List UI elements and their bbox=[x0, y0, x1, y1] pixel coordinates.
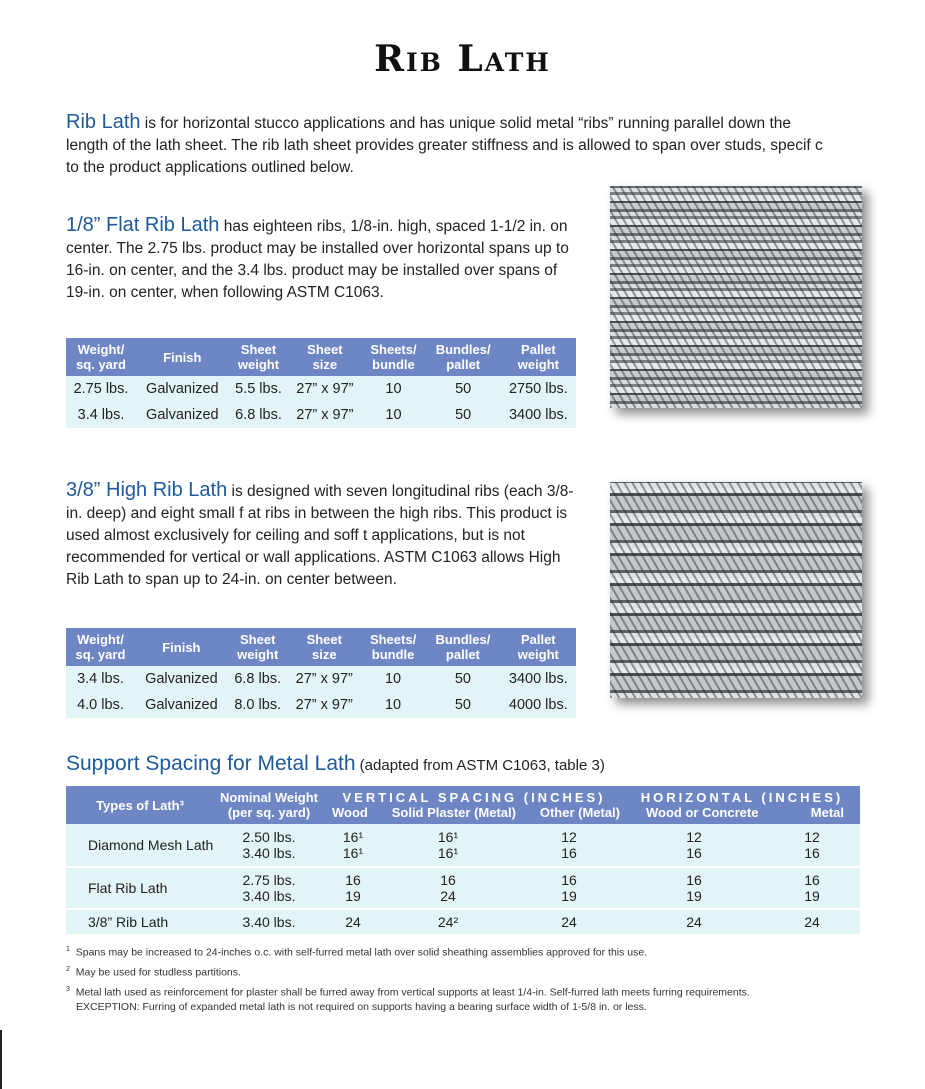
intro-paragraph bbox=[66, 111, 826, 179]
lath-type-cell: 3/8” Rib Lath bbox=[66, 909, 214, 934]
col-header-type: Types of Lath³ bbox=[66, 786, 214, 824]
table-cell: 3.4 lbs. bbox=[66, 666, 135, 692]
high-rib-lead: 3/8” High Rib Lath bbox=[66, 479, 228, 501]
lath-type-cell: Diamond Mesh Lath bbox=[66, 824, 214, 867]
table-cell: 27” x 97” bbox=[288, 666, 361, 692]
table-cell: 6.8 lbs. bbox=[229, 402, 289, 428]
high-rib-paragraph bbox=[66, 479, 581, 591]
footnote-2: $^2$ May be used for studless partitions. bbox=[66, 966, 241, 979]
table-cell: 24² bbox=[382, 909, 514, 934]
table-cell: 24 bbox=[514, 909, 624, 934]
table-cell: 50 bbox=[426, 376, 501, 402]
table-cell: 27” x 97” bbox=[288, 376, 361, 402]
high-rib-lath-image bbox=[610, 482, 862, 698]
table-row bbox=[66, 692, 576, 718]
table-cell: 24 bbox=[624, 909, 764, 934]
table-cell: 24 bbox=[324, 909, 382, 934]
table-cell: 16 19 bbox=[324, 867, 382, 909]
table-cell: 16 19 bbox=[514, 867, 624, 909]
col-header: Bundles/ pallet bbox=[426, 338, 501, 376]
flat-rib-lath-image bbox=[610, 186, 862, 408]
table-header-row bbox=[66, 338, 576, 376]
support-subheading-text: (adapted from ASTM C1063, table 3) bbox=[355, 757, 605, 774]
table-cell: 12 16 bbox=[624, 824, 764, 867]
table-row bbox=[66, 867, 860, 909]
table-cell: 10 bbox=[361, 402, 425, 428]
col-header: Weight/ sq. yard bbox=[66, 628, 135, 666]
table-cell: 3400 lbs. bbox=[501, 402, 576, 428]
table-cell: 16¹ 16¹ bbox=[324, 824, 382, 867]
footnote-1: $^1$ Spans may be increased to 24-inches o.c. with self-furred metal lath over solid sheathing assemblies approved for this use. bbox=[66, 946, 648, 959]
support-heading-text: Support Spacing for Metal Lath bbox=[66, 752, 356, 775]
col-header: Sheet size bbox=[288, 628, 361, 666]
table-row bbox=[66, 824, 860, 867]
table-header-row bbox=[66, 628, 576, 666]
table-cell: 4000 lbs. bbox=[501, 692, 576, 718]
col-header: Sheets/ bundle bbox=[361, 628, 425, 666]
col-header: Sheet weight bbox=[228, 628, 288, 666]
table-cell: 12 16 bbox=[514, 824, 624, 867]
support-spacing-table bbox=[66, 786, 860, 934]
col-header: Sheet size bbox=[288, 338, 361, 376]
left-margin-rule bbox=[0, 1030, 2, 1089]
table-cell: 50 bbox=[425, 692, 500, 718]
col-header: Sheet weight bbox=[229, 338, 289, 376]
col-header: Pallet weight bbox=[501, 338, 576, 376]
table-cell: 16¹ 16¹ bbox=[382, 824, 514, 867]
table-cell: 10 bbox=[361, 376, 425, 402]
col-header: Finish bbox=[135, 628, 228, 666]
table-cell: 2.50 lbs. 3.40 lbs. bbox=[214, 824, 324, 867]
table-row bbox=[66, 376, 576, 402]
table-cell: 4.0 lbs. bbox=[66, 692, 135, 718]
support-spacing-heading bbox=[66, 752, 605, 776]
table-cell: 10 bbox=[361, 692, 425, 718]
col-header-weight: Nominal Weight (per sq. yard) bbox=[214, 786, 324, 824]
table-cell: Galvanized bbox=[135, 692, 228, 718]
high-rib-text: is designed with seven longitudinal ribs (each 3/8-in. deep) and eight small f at ribs in between the high ribs. This product is used almost exclusively for ceiling and soff t applications, but is not recommended for vertical or wall applications. ASTM C1063 allows High Rib Lath to span up to 24-in. on center between. bbox=[66, 483, 574, 588]
col-header: Weight/ sq. yard bbox=[66, 338, 136, 376]
table-cell: 16 24 bbox=[382, 867, 514, 909]
table-cell: 50 bbox=[425, 666, 500, 692]
flat-rib-lead: 1/8” Flat Rib Lath bbox=[66, 214, 220, 236]
table-cell: 2750 lbs. bbox=[501, 376, 576, 402]
table-cell: 24 bbox=[764, 909, 860, 934]
lath-type-cell: Flat Rib Lath bbox=[66, 867, 214, 909]
table-cell: 10 bbox=[361, 666, 425, 692]
table-cell: 2.75 lbs. bbox=[66, 376, 136, 402]
col-header-vertical: VERTICAL SPACING (INCHES) Wood Solid Plaster (Metal) Other (Metal) bbox=[324, 786, 624, 824]
table-cell: 8.0 lbs. bbox=[228, 692, 288, 718]
table-cell: 6.8 lbs. bbox=[228, 666, 288, 692]
flat-rib-paragraph bbox=[66, 214, 581, 304]
table-row bbox=[66, 402, 576, 428]
table-cell: 3.4 lbs. bbox=[66, 402, 136, 428]
table-header-row bbox=[66, 786, 860, 824]
intro-text: is for horizontal stucco applications and has unique solid metal “ribs” running parallel down the length of the lath sheet. The rib lath sheet provides greater stiffness and is allowed to span over studs, specif c to the product applications outlined below. bbox=[66, 115, 823, 176]
table-cell: 27” x 97” bbox=[288, 692, 361, 718]
col-header: Sheets/ bundle bbox=[361, 338, 425, 376]
col-header: Finish bbox=[136, 338, 229, 376]
table-cell: 16 19 bbox=[624, 867, 764, 909]
table-row bbox=[66, 666, 576, 692]
table-cell: Galvanized bbox=[135, 666, 228, 692]
col-header: Bundles/ pallet bbox=[425, 628, 500, 666]
table-cell: Galvanized bbox=[136, 376, 229, 402]
table-cell: 12 16 bbox=[764, 824, 860, 867]
high-rib-spec-table bbox=[66, 628, 576, 718]
flat-rib-text: has eighteen ribs, 1/8-in. high, spaced 1-1/2 in. on center. The 2.75 lbs. product may be installed over horizontal spans up to 16-in. on center, and the 3.4 lbs. product may be installed over spans of 19-in. on center, when following ASTM C1063. bbox=[66, 218, 569, 301]
col-header-horizontal: HORIZONTAL (INCHES) Wood or Concrete Metal bbox=[624, 786, 860, 824]
table-cell: 50 bbox=[426, 402, 501, 428]
table-cell: 3400 lbs. bbox=[501, 666, 576, 692]
page-title: Rib Lath bbox=[374, 38, 551, 80]
footnote-3: $^3$ Metal lath used as reinforcement for plaster shall be furred away from vertical supports at least 1/4-in. Self-furred lath meets furring requirements. EXCEPTION: Furring of expanded metal lath is not required on supports having a bearing surface width of 1-5/8 in. or less. bbox=[66, 986, 750, 1013]
flat-rib-spec-table bbox=[66, 338, 576, 428]
col-header: Pallet weight bbox=[501, 628, 576, 666]
table-cell: 27” x 97” bbox=[288, 402, 361, 428]
intro-lead: Rib Lath bbox=[66, 111, 141, 133]
table-cell: 16 19 bbox=[764, 867, 860, 909]
table-cell: 2.75 lbs. 3.40 lbs. bbox=[214, 867, 324, 909]
table-cell: Galvanized bbox=[136, 402, 229, 428]
table-cell: 5.5 lbs. bbox=[229, 376, 289, 402]
table-row bbox=[66, 909, 860, 934]
table-cell: 3.40 lbs. bbox=[214, 909, 324, 934]
